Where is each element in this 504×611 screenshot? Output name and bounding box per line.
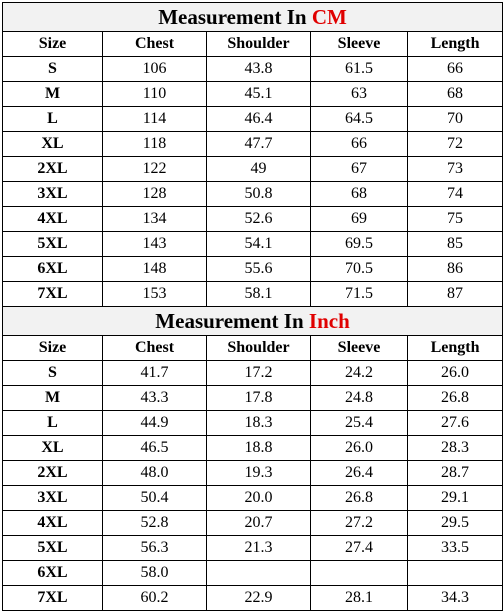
inch-cell-length: 34.3 <box>408 586 503 611</box>
size-table <box>2 2 503 611</box>
inch-header-size: Size <box>3 336 103 361</box>
inch-cell-chest: 44.9 <box>103 411 207 436</box>
cm-table-row <box>3 107 503 132</box>
inch-cell-chest: 48.0 <box>103 461 207 486</box>
cm-cell-length: 85 <box>408 232 503 257</box>
inch-table-row <box>3 411 503 436</box>
cm-cell-shoulder: 55.6 <box>207 257 311 282</box>
inch-cell-sleeve: 28.1 <box>311 586 408 611</box>
cm-table-row <box>3 257 503 282</box>
inch-table-row <box>3 511 503 536</box>
inch-cell-sleeve: 27.4 <box>311 536 408 561</box>
cm-cell-chest: 110 <box>103 82 207 107</box>
inch-cell-size: M <box>3 386 103 411</box>
cm-cell-length: 87 <box>408 282 503 307</box>
cm-cell-shoulder: 49 <box>207 157 311 182</box>
cm-cell-shoulder: 43.8 <box>207 57 311 82</box>
inch-cell-chest: 52.8 <box>103 511 207 536</box>
cm-cell-sleeve: 66 <box>311 132 408 157</box>
inch-cell-shoulder: 21.3 <box>207 536 311 561</box>
inch-cell-sleeve <box>311 561 408 586</box>
inch-table-row <box>3 586 503 611</box>
cm-cell-length: 68 <box>408 82 503 107</box>
inch-cell-chest: 41.7 <box>103 361 207 386</box>
cm-cell-chest: 114 <box>103 107 207 132</box>
inch-cell-size: 4XL <box>3 511 103 536</box>
cm-cell-size: 6XL <box>3 257 103 282</box>
inch-cell-chest: 50.4 <box>103 486 207 511</box>
cm-table-row <box>3 232 503 257</box>
cm-cell-size: 7XL <box>3 282 103 307</box>
cm-cell-chest: 122 <box>103 157 207 182</box>
cm-header-length: Length <box>408 32 503 57</box>
inch-cell-length: 33.5 <box>408 536 503 561</box>
cm-cell-shoulder: 54.1 <box>207 232 311 257</box>
inch-cell-shoulder: 18.3 <box>207 411 311 436</box>
inch-cell-size: 7XL <box>3 586 103 611</box>
cm-cell-sleeve: 64.5 <box>311 107 408 132</box>
cm-cell-size: 2XL <box>3 157 103 182</box>
inch-section <box>3 307 503 611</box>
inch-cell-shoulder: 18.8 <box>207 436 311 461</box>
cm-table-row <box>3 282 503 307</box>
cm-header-sleeve: Sleeve <box>311 32 408 57</box>
inch-cell-length: 27.6 <box>408 411 503 436</box>
cm-cell-chest: 106 <box>103 57 207 82</box>
inch-cell-length: 26.0 <box>408 361 503 386</box>
inch-title-row <box>3 307 503 336</box>
cm-section <box>3 3 503 307</box>
inch-cell-size: S <box>3 361 103 386</box>
inch-cell-size: 5XL <box>3 536 103 561</box>
cm-table-row <box>3 132 503 157</box>
inch-cell-sleeve: 26.4 <box>311 461 408 486</box>
cm-table-title <box>3 3 503 32</box>
cm-cell-length: 74 <box>408 182 503 207</box>
inch-cell-size: XL <box>3 436 103 461</box>
inch-cell-length: 28.7 <box>408 461 503 486</box>
cm-cell-shoulder: 52.6 <box>207 207 311 232</box>
cm-cell-length: 66 <box>408 57 503 82</box>
cm-cell-shoulder: 46.4 <box>207 107 311 132</box>
cm-header-row <box>3 32 503 57</box>
inch-cell-size: L <box>3 411 103 436</box>
cm-cell-size: L <box>3 107 103 132</box>
inch-cell-shoulder: 17.2 <box>207 361 311 386</box>
inch-cell-chest: 58.0 <box>103 561 207 586</box>
cm-table-row <box>3 207 503 232</box>
inch-cell-length: 29.1 <box>408 486 503 511</box>
inch-cell-sleeve: 26.8 <box>311 486 408 511</box>
cm-cell-size: 3XL <box>3 182 103 207</box>
inch-header-length: Length <box>408 336 503 361</box>
cm-cell-size: M <box>3 82 103 107</box>
inch-cell-shoulder: 17.8 <box>207 386 311 411</box>
inch-cell-size: 3XL <box>3 486 103 511</box>
inch-cell-shoulder: 22.9 <box>207 586 311 611</box>
inch-table-row <box>3 486 503 511</box>
inch-header-chest: Chest <box>103 336 207 361</box>
cm-table-row <box>3 57 503 82</box>
cm-header-size: Size <box>3 32 103 57</box>
cm-table-row <box>3 82 503 107</box>
cm-title-unit: CM <box>311 4 347 29</box>
cm-cell-length: 86 <box>408 257 503 282</box>
inch-table-row <box>3 461 503 486</box>
inch-cell-shoulder: 20.7 <box>207 511 311 536</box>
cm-cell-sleeve: 70.5 <box>311 257 408 282</box>
inch-cell-length: 28.3 <box>408 436 503 461</box>
cm-cell-sleeve: 69 <box>311 207 408 232</box>
cm-title-prefix: Measurement In <box>158 4 307 29</box>
cm-cell-length: 73 <box>408 157 503 182</box>
inch-cell-sleeve: 24.8 <box>311 386 408 411</box>
cm-cell-sleeve: 71.5 <box>311 282 408 307</box>
inch-title-unit: Inch <box>308 308 350 333</box>
cm-cell-sleeve: 68 <box>311 182 408 207</box>
inch-cell-length: 29.5 <box>408 511 503 536</box>
cm-table-row <box>3 157 503 182</box>
cm-cell-shoulder: 45.1 <box>207 82 311 107</box>
inch-cell-chest: 56.3 <box>103 536 207 561</box>
cm-cell-sleeve: 63 <box>311 82 408 107</box>
cm-table-row <box>3 182 503 207</box>
cm-cell-chest: 134 <box>103 207 207 232</box>
inch-cell-size: 2XL <box>3 461 103 486</box>
cm-cell-shoulder: 58.1 <box>207 282 311 307</box>
inch-cell-shoulder <box>207 561 311 586</box>
cm-cell-length: 72 <box>408 132 503 157</box>
cm-cell-chest: 118 <box>103 132 207 157</box>
cm-cell-shoulder: 50.8 <box>207 182 311 207</box>
inch-table-row <box>3 561 503 586</box>
inch-title-prefix: Measurement In <box>155 308 304 333</box>
inch-cell-length: 26.8 <box>408 386 503 411</box>
inch-table-title <box>3 307 503 336</box>
inch-cell-chest: 46.5 <box>103 436 207 461</box>
inch-cell-shoulder: 20.0 <box>207 486 311 511</box>
inch-table-row <box>3 361 503 386</box>
size-chart <box>2 2 502 611</box>
inch-cell-sleeve: 27.2 <box>311 511 408 536</box>
cm-cell-size: 5XL <box>3 232 103 257</box>
inch-cell-size: 6XL <box>3 561 103 586</box>
inch-cell-sleeve: 24.2 <box>311 361 408 386</box>
inch-table-row <box>3 386 503 411</box>
inch-cell-shoulder: 19.3 <box>207 461 311 486</box>
cm-cell-size: 4XL <box>3 207 103 232</box>
inch-cell-chest: 43.3 <box>103 386 207 411</box>
cm-header-chest: Chest <box>103 32 207 57</box>
cm-cell-chest: 143 <box>103 232 207 257</box>
cm-cell-sleeve: 61.5 <box>311 57 408 82</box>
cm-header-shoulder: Shoulder <box>207 32 311 57</box>
inch-header-shoulder: Shoulder <box>207 336 311 361</box>
inch-cell-chest: 60.2 <box>103 586 207 611</box>
inch-header-sleeve: Sleeve <box>311 336 408 361</box>
inch-table-row <box>3 536 503 561</box>
cm-cell-size: XL <box>3 132 103 157</box>
cm-cell-chest: 148 <box>103 257 207 282</box>
cm-cell-chest: 128 <box>103 182 207 207</box>
inch-table-row <box>3 436 503 461</box>
cm-cell-chest: 153 <box>103 282 207 307</box>
cm-title-row <box>3 3 503 32</box>
inch-cell-length <box>408 561 503 586</box>
cm-cell-sleeve: 69.5 <box>311 232 408 257</box>
inch-cell-sleeve: 26.0 <box>311 436 408 461</box>
cm-cell-shoulder: 47.7 <box>207 132 311 157</box>
inch-cell-sleeve: 25.4 <box>311 411 408 436</box>
inch-header-row <box>3 336 503 361</box>
cm-cell-length: 70 <box>408 107 503 132</box>
cm-cell-size: S <box>3 57 103 82</box>
cm-cell-sleeve: 67 <box>311 157 408 182</box>
cm-cell-length: 75 <box>408 207 503 232</box>
